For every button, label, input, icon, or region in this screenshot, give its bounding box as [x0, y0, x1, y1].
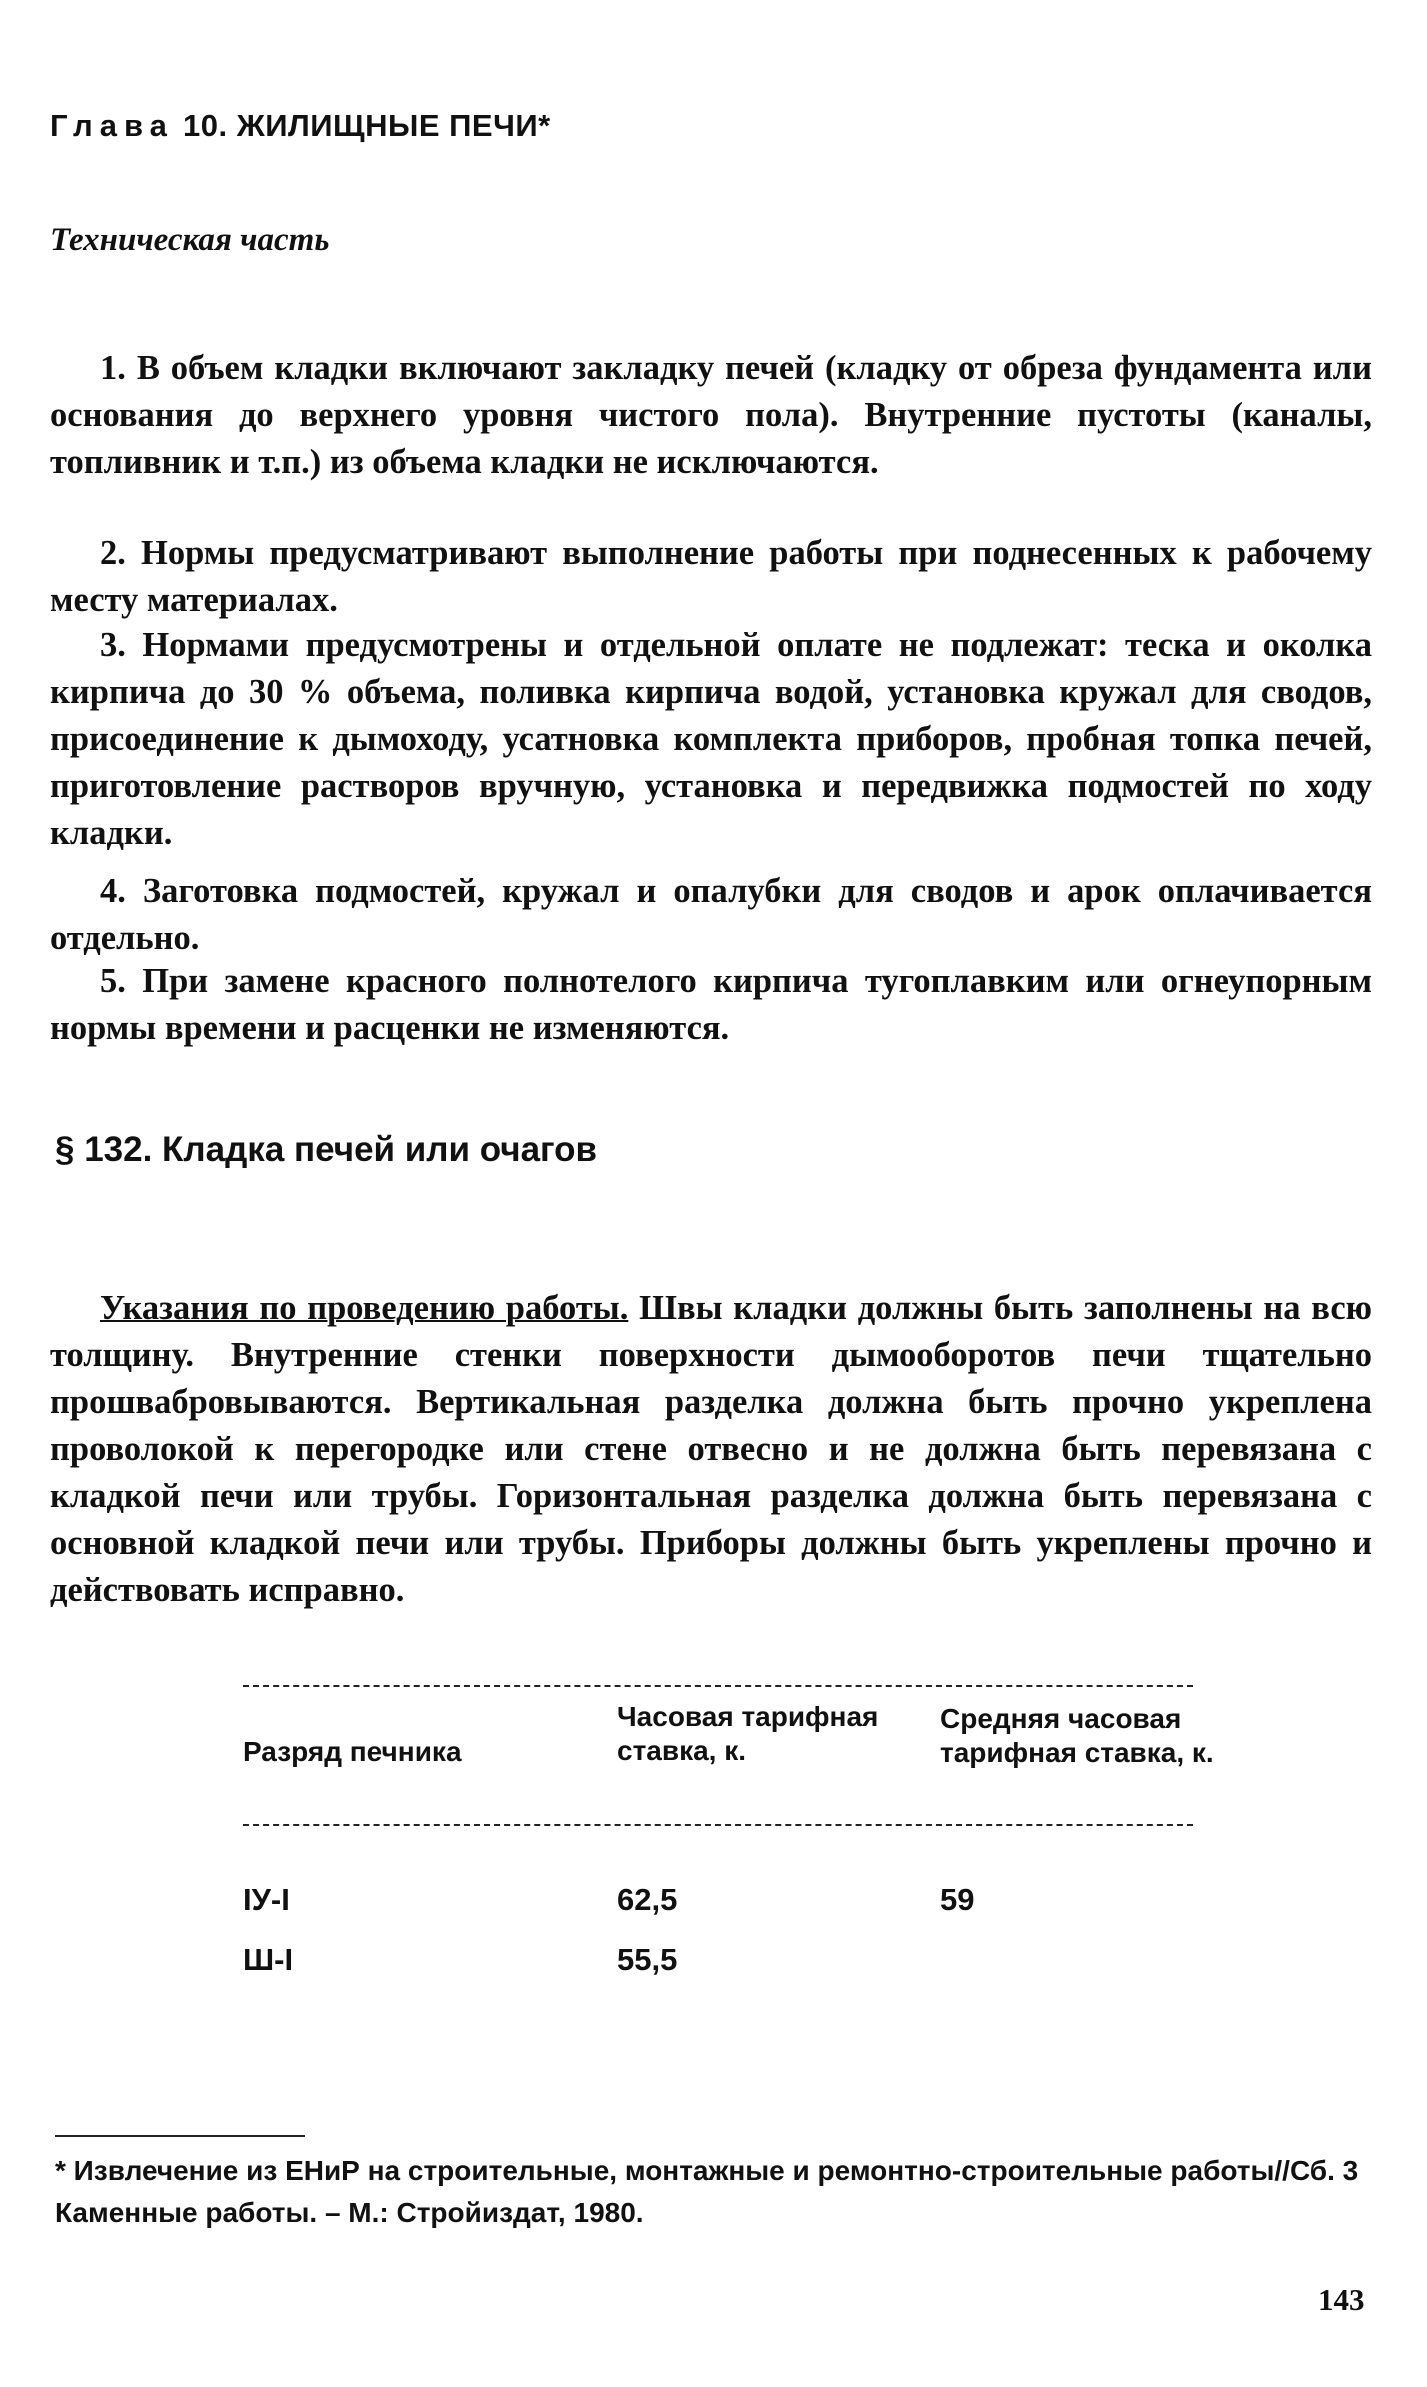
paragraph-4: [50, 868, 1372, 962]
table-cell-grade: Ш-I: [243, 1942, 294, 1977]
section-subtitle: Техническая часть: [50, 222, 330, 258]
section-title: § 132. Кладка печей или очагов: [55, 1130, 598, 1169]
paragraph-text: 5. При замене красного полнотелого кирпича тугоплавким или огнеупорным нормы времени и расценки не изменяются.: [50, 962, 1372, 1047]
table-header-rule: [243, 1824, 1193, 1826]
chapter-label: Глава: [50, 108, 174, 143]
table-header-grade: Разряд печника: [243, 1736, 462, 1767]
table-cell-hourly-rate: 55,5: [617, 1942, 678, 1977]
table-cell-grade: IУ-I: [243, 1882, 290, 1917]
paragraph-text: 3. Нормами предусмотрены и отдельной оплате не подлежат: теска и околка кирпича до 30 % объема, поливка кирпича водой, установка кружал для сводов, присоединение к дымоходу, усатновка комплекта приборов, пробная топка печей, приготовление растворов вручную, установка и передвижка подмостей по ходу кладки.: [50, 626, 1372, 852]
table-cell-average-rate: 59: [940, 1882, 975, 1917]
chapter-heading: [50, 108, 551, 144]
paragraph-5: [50, 958, 1372, 1052]
footnote: * Извлечение из ЕНиР на строительные, монтажные и ремонтно-строительные работы//Сб. 3 Каменные работы. – М.: Стройиздат, 1980.: [55, 2155, 1359, 2228]
table-cell-hourly-rate: 62,5: [617, 1882, 678, 1917]
table-header-average-rate: Средняя часовая тарифная ставка, к.: [940, 1703, 1214, 1768]
instructions-paragraph: [50, 1285, 1372, 1614]
table-top-rule: [243, 1685, 1193, 1687]
paragraph-3: [50, 622, 1372, 857]
chapter-title: 10. ЖИЛИЩНЫЕ ПЕЧИ*: [182, 108, 551, 143]
paragraph-2: [50, 530, 1372, 624]
page-number: 143: [1318, 2282, 1365, 2317]
instructions-lead: Указания по проведению работы.: [100, 1289, 629, 1327]
paragraph-text: 1. В объем кладки включают закладку печей (кладку от обреза фундамента или основания до верхнего уровня чистого пола). Внутренние пустоты (каналы, топливник и т.п.) из объема кладки не исключаются.: [50, 349, 1372, 481]
instructions-text: [50, 1285, 1372, 1614]
footnote-separator: [55, 2135, 305, 2137]
paragraph-1: [50, 345, 1372, 486]
paragraph-text: 4. Заготовка подмостей, кружал и опалубки для сводов и арок оплачивается отдельно.: [50, 872, 1372, 957]
instructions-body: Швы кладки должны быть заполнены на всю толщину. Внутренние стенки поверхности дымооборотов печи тщательно прошвабровываются. Вертикальная разделка должна быть прочно укреплена проволокой к перегородке или стене отвесно и не должна быть перевязана с кладкой печи или трубы. Горизонтальная разделка должна быть перевязана с основной кладкой печи или трубы. Приборы должны быть укреплены прочно и действовать исправно.: [50, 1289, 1373, 1609]
table-header-hourly-rate: Часовая тарифная ставка, к.: [617, 1701, 879, 1766]
paragraph-text: 2. Нормы предусматривают выполнение работы при поднесенных к рабочему месту материалах.: [50, 534, 1372, 619]
